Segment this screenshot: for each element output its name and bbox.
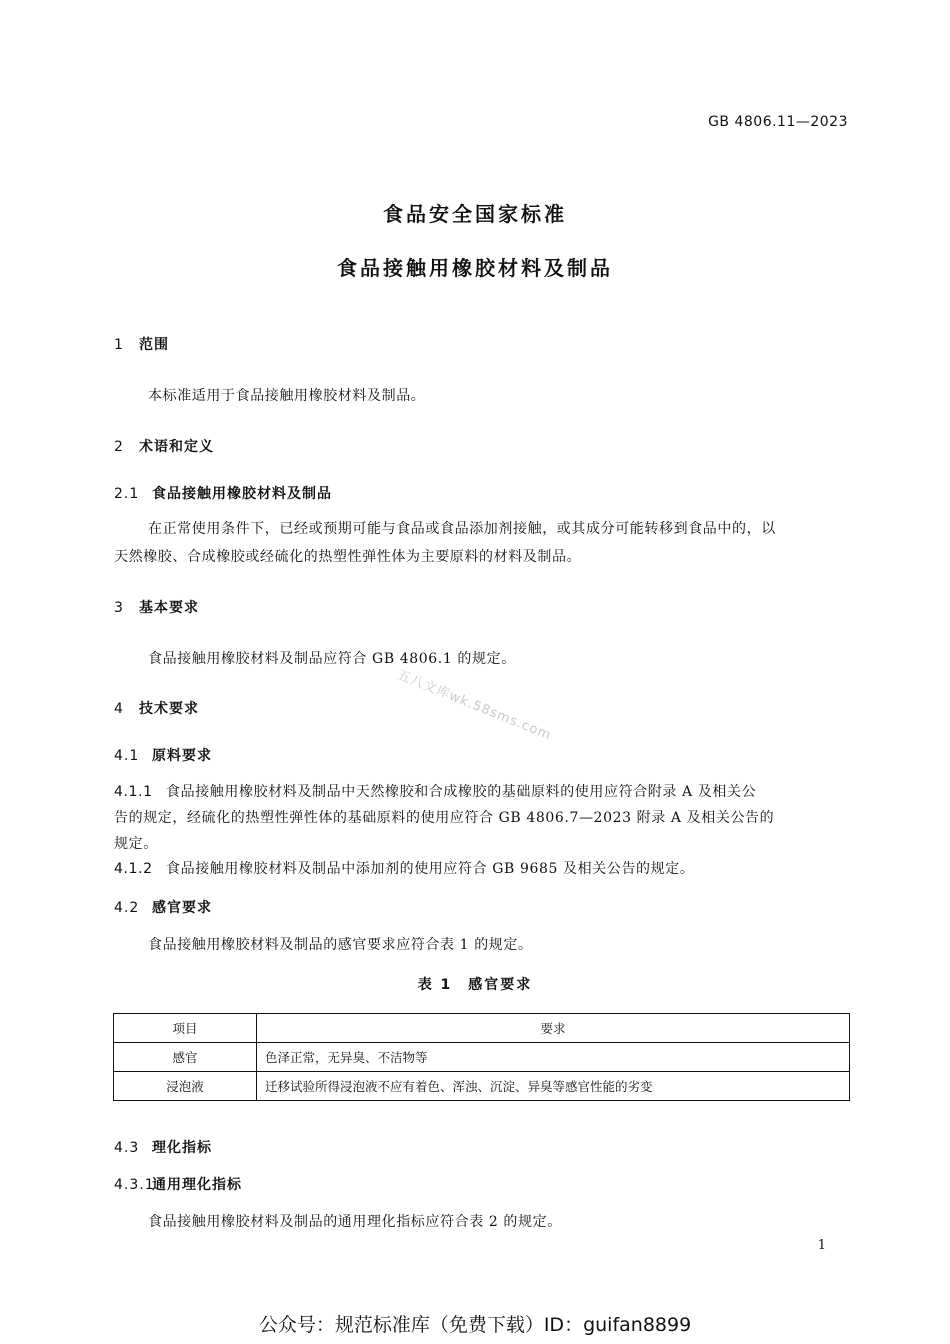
clause-number: 4.1.1: [114, 784, 153, 800]
section-2-1-heading: [114, 483, 332, 503]
clause-4-1-2: [114, 858, 694, 878]
clause-text: 食品接触用橡胶材料及制品中天然橡胶和合成橡胶的基础原料的使用应符合附录 A 及相关公: [166, 784, 757, 800]
section-number: 4.2: [114, 900, 140, 916]
standard-code: GB 4806.11—2023: [708, 114, 848, 130]
sensory-requirements-table: [113, 1013, 850, 1101]
section-number: 2: [114, 439, 124, 455]
table-row: [114, 1072, 850, 1101]
section-title: 理化指标: [152, 1140, 212, 1156]
section-4-1-heading: [114, 745, 212, 765]
section-4-2-text: 食品接触用橡胶材料及制品的感官要求应符合表 1 的规定。: [148, 937, 533, 953]
table-header-cell: 项目: [114, 1014, 257, 1043]
table-cell: 迁移试验所得浸泡液不应有着色、浑浊、沉淀、异臭等感官性能的劣变: [257, 1072, 850, 1101]
definition-line-2: 天然橡胶、合成橡胶或经硫化的热塑性弹性体为主要原料的材料及制品。: [114, 549, 582, 565]
table-cell: 浸泡液: [114, 1072, 257, 1101]
section-4-3-heading: [114, 1137, 212, 1157]
section-title: 术语和定义: [139, 439, 214, 455]
section-number: 4: [114, 701, 124, 717]
table-header-row: [114, 1014, 850, 1043]
section-1-text: 本标准适用于食品接触用橡胶材料及制品。: [148, 388, 426, 404]
clause-4-1-1-line-2: 告的规定，经硫化的热塑性弹性体的基础原料的使用应符合 GB 4806.7—2023 附录 A 及相关公告的: [114, 810, 775, 826]
table-cell: 感官: [114, 1043, 257, 1072]
document-title: 食品安全国家标准: [383, 202, 567, 226]
table-row: [114, 1043, 850, 1072]
section-title: 通用理化指标: [152, 1177, 242, 1193]
section-number: 4.1: [114, 748, 140, 764]
section-number: 1: [114, 337, 124, 353]
section-title: 技术要求: [139, 701, 199, 717]
definition-line-1: 在正常使用条件下，已经或预期可能与食品或食品添加剂接触，或其成分可能转移到食品中的，以: [148, 521, 776, 537]
clause-4-1-1-line-1: [114, 781, 756, 801]
section-number: 2.1: [114, 486, 140, 502]
section-4-3-1-heading: [114, 1174, 242, 1194]
watermark: 五八文库wk.58sms.com: [394, 667, 554, 744]
section-title: 基本要求: [139, 600, 199, 616]
document-subtitle: 食品接触用橡胶材料及制品: [337, 256, 613, 280]
table-1-caption: 表 1 感官要求: [417, 977, 533, 993]
section-4-2-heading: [114, 897, 212, 917]
page-number: 1: [817, 1238, 826, 1253]
section-3-heading: [114, 597, 199, 617]
table-cell: 色泽正常，无异臭、不洁物等: [257, 1043, 850, 1072]
clause-number: 4.1.2: [114, 861, 153, 877]
clause-text: 食品接触用橡胶材料及制品中添加剂的使用应符合 GB 9685 及相关公告的规定。: [166, 861, 695, 877]
section-title: 原料要求: [152, 748, 212, 764]
footer-banner: 公众号：规范标准库（免费下载）ID：guifan8899: [258, 1314, 692, 1336]
section-4-heading: [114, 698, 199, 718]
section-3-text: 食品接触用橡胶材料及制品应符合 GB 4806.1 的规定。: [148, 651, 516, 667]
section-number: 3: [114, 600, 124, 616]
section-number: 4.3: [114, 1140, 140, 1156]
section-number: 4.3.1: [114, 1177, 155, 1193]
section-1-heading: [114, 334, 169, 354]
table-header-cell: 要求: [257, 1014, 850, 1043]
section-title: 感官要求: [152, 900, 212, 916]
section-4-3-1-text: 食品接触用橡胶材料及制品的通用理化指标应符合表 2 的规定。: [148, 1214, 562, 1230]
clause-4-1-1-line-3: 规定。: [114, 836, 158, 852]
section-title: 范围: [139, 337, 169, 353]
section-title: 食品接触用橡胶材料及制品: [152, 486, 332, 502]
section-2-heading: [114, 436, 214, 456]
